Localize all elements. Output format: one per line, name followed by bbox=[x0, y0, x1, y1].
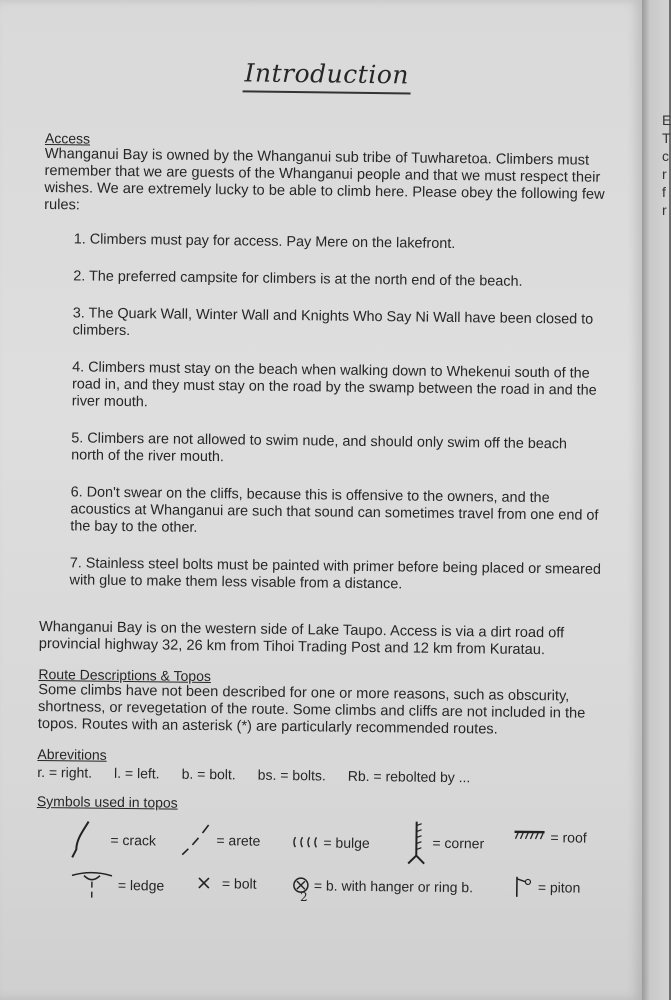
symbol-bolt: = bolt bbox=[196, 875, 257, 892]
symbol-bulge: = bulge bbox=[291, 834, 370, 851]
abbreviation-item: l. = left. bbox=[114, 764, 160, 782]
corner-symbol-icon bbox=[404, 819, 429, 865]
location-paragraph: Whanganui Bay is on the western side of Lake Taupo. Access is via a dirt road off provincial highway 32, 26 km from Tihoi Trading Post and 12 km from Kuratau. bbox=[38, 618, 565, 659]
crack-symbol-icon bbox=[66, 819, 106, 859]
next-page-glimpse: T bbox=[662, 130, 671, 146]
list-item: 1. Climbers must pay for access. Pay Mere on the lakefront. bbox=[73, 231, 456, 253]
next-page-glimpse: f bbox=[662, 184, 666, 200]
page-content bbox=[36, 56, 608, 912]
list-item: 5. Climbers are not allowed to swim nude, and should only swim off the beach north of the river mouth. bbox=[71, 430, 568, 466]
symbol-roof: = roof bbox=[512, 829, 586, 846]
access-heading: Access bbox=[44, 129, 91, 147]
list-item: 6. Don't swear on the cliffs, because this is offensive to the owners, and the acoustics at Whanganui are such that sound can sometimes travel from one end of the bay to the other. bbox=[70, 484, 599, 536]
abbreviation-item: b. = bolt. bbox=[181, 765, 236, 783]
symbol-ledge: = ledge bbox=[70, 869, 165, 900]
piton-symbol-icon bbox=[512, 875, 534, 899]
next-page-edge bbox=[642, 0, 669, 1000]
symbols-heading: Symbols used in topos bbox=[36, 792, 178, 811]
list-item: 7. Stainless steel bolts must be painted with primer before being placed or smeared with glue to make them less visable from a distance. bbox=[69, 555, 602, 593]
routes-heading: Route Descriptions & Topos bbox=[38, 665, 212, 685]
symbol-arete: = arete bbox=[178, 823, 260, 858]
next-page-glimpse: E bbox=[662, 112, 671, 128]
next-page-glimpse: r bbox=[662, 166, 667, 182]
page-number: 2 bbox=[300, 890, 308, 904]
routes-paragraph: Some climbs have not been described for one or more reasons, such as obscurity, shortness, or revegetation of the route. Some climbs and cliffs are not included in the topos. Routes with an asterisk (*) are particularly recommended routes. bbox=[37, 681, 586, 738]
list-item: 3. The Quark Wall, Winter Wall and Knights Who Say Ni Wall have been closed to climbers. bbox=[72, 305, 594, 340]
page-title: Introduction bbox=[46, 56, 608, 92]
next-page-glimpse: r bbox=[662, 202, 667, 218]
bolt-symbol-icon bbox=[196, 875, 212, 891]
abbreviation-item: Rb. = rebolted by ... bbox=[347, 767, 471, 786]
list-item: 4. Climbers must stay on the beach when walking down to Whekenui south of the road in, and they must stay on the road by the swamp between the road in and the river mouth. bbox=[71, 359, 597, 411]
symbol-crack: = crack bbox=[66, 819, 156, 860]
next-page-glimpse: c bbox=[662, 148, 669, 164]
ledge-symbol-icon bbox=[70, 869, 114, 900]
symbol-corner: = corner bbox=[404, 819, 484, 866]
abbreviation-item: bs. = bolts. bbox=[257, 766, 326, 784]
symbol-piton: = piton bbox=[512, 875, 581, 900]
roof-symbol-icon bbox=[512, 829, 546, 845]
abbreviation-item: r. = right. bbox=[37, 763, 93, 781]
access-intro: Whanganui Bay is owned by the Whanganui sub tribe of Tuwharetoa. Climbers must remember that we are guests of the Whanganui people and that we must respect their wishes. We are extremely lucky to be able to climb here. Please obey the following few rules: bbox=[44, 145, 605, 214]
rules-list bbox=[39, 231, 605, 596]
symbols-legend bbox=[36, 815, 599, 912]
arete-symbol-icon bbox=[178, 823, 212, 857]
list-item: 2. The preferred campsite for climbers is at the north end of the beach. bbox=[73, 268, 523, 290]
bulge-symbol-icon bbox=[291, 835, 319, 849]
symbol-hanger-bolt: = b. with hanger or ring b. bbox=[292, 876, 473, 896]
abbreviations-heading: Abrevitions bbox=[37, 745, 107, 763]
